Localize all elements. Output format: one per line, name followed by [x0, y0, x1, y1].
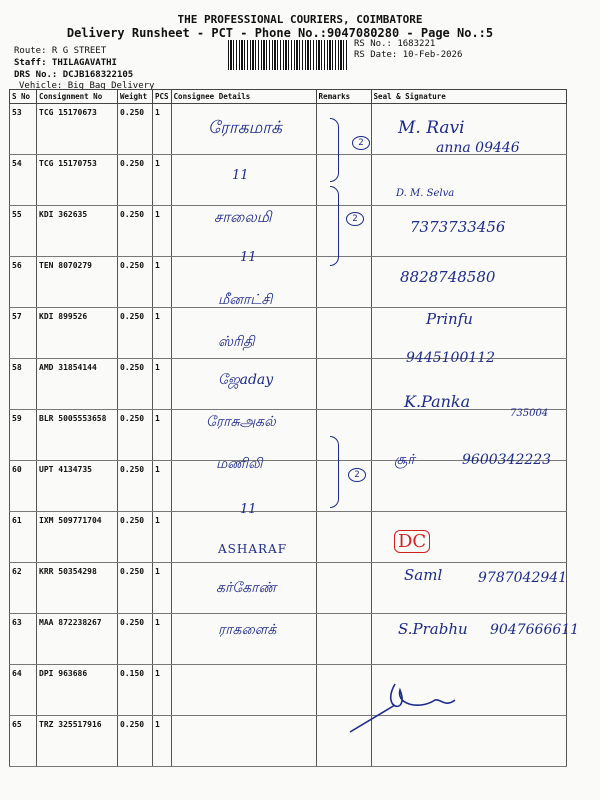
table-row: [10, 716, 567, 767]
table-row: [10, 359, 567, 410]
cell-consignment: TEN 8070279: [37, 257, 118, 308]
cell-consignment: BLR 5005553658: [37, 410, 118, 461]
hw-consignee-59: ஜேaday: [218, 372, 274, 388]
barcode: [228, 40, 348, 70]
cell-pcs: 1: [153, 614, 172, 665]
brace-61-62: [330, 436, 339, 508]
cell-weight: 0.250: [118, 359, 153, 410]
hw-phone-57: 8828748580: [400, 268, 496, 286]
cell-remarks: [316, 206, 371, 257]
col-pcs: PCS: [153, 90, 172, 104]
cell-sno: 64: [10, 665, 37, 716]
cell-remarks: [316, 461, 371, 512]
cell-consignment: UPT 4134735: [37, 461, 118, 512]
cell-weight: 0.250: [118, 614, 153, 665]
hw-phone-64: 9787042941: [478, 570, 568, 586]
cell-sno: 65: [10, 716, 37, 767]
col-consignee: Consignee Details: [171, 90, 316, 104]
col-remarks: Remarks: [316, 90, 371, 104]
cell-sno: 59: [10, 410, 37, 461]
remark-circle-61: 2: [348, 468, 366, 482]
hw-consignee-60: ரோசுஅகல்: [206, 414, 276, 430]
cell-sno: 55: [10, 206, 37, 257]
cell-sno: 57: [10, 308, 37, 359]
cell-remarks: [316, 563, 371, 614]
route-label: Route: R G STREET: [14, 46, 107, 56]
hw-consignee-53: ரோகமாக்: [208, 118, 283, 138]
col-signature: Seal & Signature: [371, 90, 566, 104]
remark-circle-55: 2: [346, 212, 364, 226]
cell-sno: 56: [10, 257, 37, 308]
cell-weight: 0.250: [118, 308, 153, 359]
cell-weight: 0.150: [118, 665, 153, 716]
cell-sno: 58: [10, 359, 37, 410]
cell-pcs: 1: [153, 716, 172, 767]
table-row: [10, 665, 567, 716]
cell-weight: 0.250: [118, 461, 153, 512]
cell-weight: 0.250: [118, 206, 153, 257]
cell-weight: 0.250: [118, 257, 153, 308]
hw-signature-55: D. M. Selva: [396, 188, 455, 199]
cell-consignment: KRR 50354298: [37, 563, 118, 614]
cell-remarks: [316, 614, 371, 665]
delivery-table: [9, 89, 567, 767]
brace-55-56: [330, 186, 339, 266]
cell-sno: 62: [10, 563, 37, 614]
cell-remarks: [316, 257, 371, 308]
hw-ditto-56: 11: [240, 250, 257, 265]
cell-sno: 63: [10, 614, 37, 665]
hw-stamp-63: DC: [394, 530, 430, 553]
cell-pcs: 1: [153, 512, 172, 563]
staff-signature: [340, 670, 460, 740]
staff-label: Staff: THILAGAVATHI: [14, 58, 117, 68]
hw-signature-64: Saml: [404, 566, 443, 584]
cell-consignment: KDI 899526: [37, 308, 118, 359]
cell-pcs: 1: [153, 461, 172, 512]
cell-consignment: KDI 362635: [37, 206, 118, 257]
cell-pcs: 1: [153, 206, 172, 257]
table-row: [10, 461, 567, 512]
cell-remarks: [316, 512, 371, 563]
brace-53-54: [330, 118, 339, 182]
remark-circle-53: 2: [352, 136, 370, 150]
cell-consignment: MAA 872238267: [37, 614, 118, 665]
cell-weight: 0.250: [118, 716, 153, 767]
table-row: [10, 614, 567, 665]
cell-pcs: 1: [153, 155, 172, 206]
hw-phone-55: 7373733456: [410, 218, 506, 236]
cell-pcs: 1: [153, 410, 172, 461]
hw-consignee-58: ஸ்ரிதி: [218, 334, 255, 350]
cell-pcs: 1: [153, 563, 172, 614]
cell-weight: 0.250: [118, 512, 153, 563]
cell-consignee: [171, 716, 316, 767]
hw-scribble-60: 735004: [510, 408, 549, 419]
hw-phone-65: 9047666611: [490, 622, 580, 638]
cell-consignee: [171, 665, 316, 716]
cell-sno: 60: [10, 461, 37, 512]
hw-signature-60: K.Panka: [404, 392, 471, 411]
hw-signature-61: சூர்: [394, 452, 415, 468]
cell-remarks: [316, 308, 371, 359]
vehicle-label: Vehicle: Big Bag Delivery: [19, 81, 155, 91]
table-row: [10, 155, 567, 206]
hw-ditto-54: 11: [232, 168, 249, 183]
hw-consignee-57: மீனாட்சி: [218, 292, 273, 308]
cell-consignment: DPI 963686: [37, 665, 118, 716]
hw-signature-53: M. Ravi: [398, 118, 465, 138]
cell-weight: 0.250: [118, 155, 153, 206]
hw-consignee-61: மணிலி: [216, 456, 263, 472]
cell-remarks: [316, 359, 371, 410]
hw-consignee-64: கர்கோண்: [216, 580, 277, 596]
cell-consignment: TRZ 325517916: [37, 716, 118, 767]
cell-consignment: TCG 15170673: [37, 104, 118, 155]
cell-sno: 61: [10, 512, 37, 563]
hw-signature-65: S.Prabhu: [398, 620, 468, 638]
cell-weight: 0.250: [118, 410, 153, 461]
rs-date: RS Date: 10-Feb-2026: [354, 50, 463, 60]
cell-pcs: 1: [153, 359, 172, 410]
cell-weight: 0.250: [118, 563, 153, 614]
hw-consignee-55: சாலைமி: [214, 208, 272, 226]
cell-remarks: [316, 410, 371, 461]
cell-sno: 54: [10, 155, 37, 206]
hw-consignee-65: ராகளைக்: [218, 622, 277, 638]
col-consignment: Consignment No: [37, 90, 118, 104]
col-sno: S No: [10, 90, 37, 104]
cell-remarks: [316, 155, 371, 206]
cell-pcs: 1: [153, 308, 172, 359]
drs-label: DRS No.: DCJB168322105: [14, 70, 134, 80]
hw-scribble-53: anna 09446: [436, 140, 520, 156]
cell-weight: 0.250: [118, 104, 153, 155]
cell-pcs: 1: [153, 257, 172, 308]
hw-phone-61: 9600342223: [462, 452, 552, 468]
hw-consignee-63: ASHARAF: [218, 542, 288, 556]
rs-no: RS No.: 1683221: [354, 39, 436, 49]
col-weight: Weight: [118, 90, 153, 104]
cell-consignment: AMD 31854144: [37, 359, 118, 410]
runsheet-title: Delivery Runsheet - PCT - Phone No.:9047080280 - Page No.:5: [66, 26, 494, 40]
hw-ditto-62: 11: [240, 502, 257, 517]
cell-pcs: 1: [153, 665, 172, 716]
hw-signature-58: Prinfu: [426, 310, 473, 328]
cell-consignment: TCG 15170753: [37, 155, 118, 206]
cell-consignment: IXM 509771704: [37, 512, 118, 563]
company-title: THE PROFESSIONAL COURIERS, COIMBATORE: [177, 13, 423, 26]
cell-pcs: 1: [153, 104, 172, 155]
table-row: [10, 512, 567, 563]
hw-phone-59: 9445100112: [406, 350, 496, 366]
cell-sno: 53: [10, 104, 37, 155]
